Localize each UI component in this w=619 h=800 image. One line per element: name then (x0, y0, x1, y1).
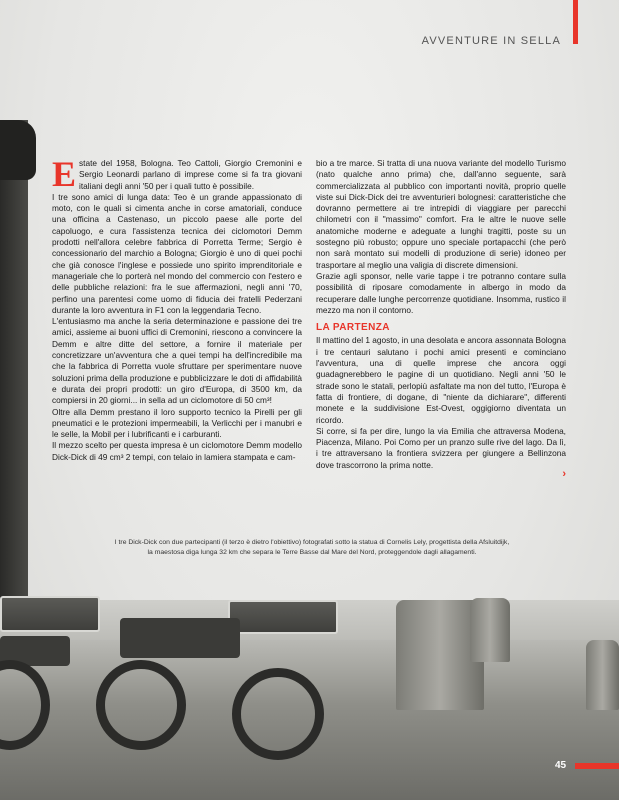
moped-wheel (232, 668, 324, 760)
stone-post (470, 598, 510, 662)
statue-pedestal (0, 120, 28, 600)
caption-line: la maestosa diga lunga 32 km che separa le Terre Basse dal Mare del Nord, proteggendole dagli allagamenti. (147, 548, 477, 556)
article-paragraph: Il mattino del 1 agosto, in una desolata e ancora assonnata Bologna i tre centauri salutano i pochi amici presenti e cominciano l'avventura, una di quelle imprese che ancora oggi guadagnerebbero le pagine di un quotidiano. Negli anni '50 le strade sono le statali, perlopiù asfaltate ma non del tutto, l'Europa è fatta di frontiere, di dogane, di "niente da dichiarare", differenti monete e la suddivisione Est-Ovest, oggigiorno diventata un ricordo. (316, 335, 567, 425)
suitcase (0, 596, 100, 632)
article-paragraph: Oltre alla Demm prestano il loro supporto tecnico la Pirelli per gli pneumatici e le protezioni impermeabili, la Verlicchi per i manubri e le selle, la Mobil per i lubrificanti e i carburanti. (52, 406, 302, 440)
statue-figure (0, 120, 36, 180)
moped-wheel (96, 660, 186, 750)
article-column-left (52, 154, 302, 463)
page-accent-bar (575, 763, 619, 769)
article-column-right (316, 158, 566, 480)
drop-cap: E (52, 154, 77, 194)
article-paragraph: Il mezzo scelto per questa impresa è un ciclomotore Demm modello Dick-Dick di 49 cm³ 2 tempi, con telaio in lamiera stampata e cam- (52, 440, 302, 462)
page-number: 45 (555, 760, 567, 771)
photo-caption (92, 538, 532, 557)
end-of-article-icon: › (562, 468, 566, 481)
stone-post (586, 640, 619, 710)
section-accent-bar (573, 0, 578, 44)
section-title: AVVENTURE IN SELLA (421, 35, 561, 47)
article-paragraph: bio a tre marce. Si tratta di una nuova variante del modello Turismo (nato qualche anno prima) che, dall'anno seguente, sarà commercializzata al pubblico con importanti novità, proprio quelle viste sui Dick-Dick dei tre avventurieri bolognesi: caratteristiche che dovranno permettere ai tre intrepidi di viaggiare per parecchi chilometri con il "massimo" comfort. Fra le altre le nuove selle anatomiche moderne e adeguate a lunghi tragitti, poste su un sostegno più robusto; oppure uno speciale portapacchi (che però non sarà montato sui modelli di produzione di serie) idoneo per trasportare al meglio una valigia di discrete dimensioni. (316, 158, 566, 270)
article-paragraph: Estate del 1958, Bologna. Teo Cattoli, Giorgio Cremonini e Sergio Leonardi parlano di imprese come si fa tra giovani italiani degli anni '50 per i quali tutto è possibile. (52, 154, 302, 194)
suitcase (228, 600, 338, 634)
article-paragraph: Si corre, si fa per dire, lungo la via Emilia che attraversa Modena, Piacenza, Milano. Poi Como per un pranzo sulle rive del lago. Da lì, i tre attraversano la frontiera svizzera per giungere a Bellinzona dove trascorrono la prima notte. (316, 425, 566, 470)
article-paragraph: L'entusiasmo ma anche la seria determinazione e passione dei tre amici, assieme ai buoni uffici di Cremonini, riescono a convincere la Demm e altre ditte del settore, a fornire il materiale per concretizzare un'avventura che a quei tempi ha dell'incredibile ma che la fabbrica di Porretta vuole sfruttare per sperimentare nuove soluzioni prima della produzione e pubblicizzare le doti di affidabilità e durata dei propri prodotti: un giro d'Europa, di 3500 km, da compiersi in 20 giorni... in sella ad un ciclomotore di 50 cm³! (52, 316, 302, 406)
caption-line: I tre Dick-Dick con due partecipanti (il terzo è dietro l'obiettivo) fotografati sotto la statua di Cornelis Lely, progettista della Afsluitdijk, (114, 539, 510, 546)
article-paragraph: I tre sono amici di lunga data: Teo è un grande appassionato di moto, con le quali si cimenta anche in corse amatoriali, conduce una officina a Castenaso, un piccolo paese alle porte del capoluogo, e cura l'assistenza tecnica dei ciclomotori Demm prodotti nell'allora celebre fabbrica di Porretta Terme; Sergio è concessionario del marchio a Bologna; Giorgio è uno di quei pochi che già conosce l'inglese e possiede uno spirito imprenditoriale e manageriale che lo porterà nel mondo del commercio con l'estero e delle pubbliche relazioni: fra le sue affermazioni, negli anni '70, perfino una parentesi come uomo di fiducia dei fratelli Pederzani durante la loro avventura in F1 con la leggendaria Tecno. (52, 191, 302, 315)
article-paragraph: Grazie agli sponsor, nelle varie tappe i tre potranno contare sulla possibilità di riposare comodamente in albergo in modo da recuperare dalle lunghe percorrenze quotidiane. Insomma, rustico il mezzo ma non il contorno. (316, 270, 566, 315)
subheading: LA PARTENZA (316, 322, 390, 334)
moped-body (120, 618, 240, 658)
